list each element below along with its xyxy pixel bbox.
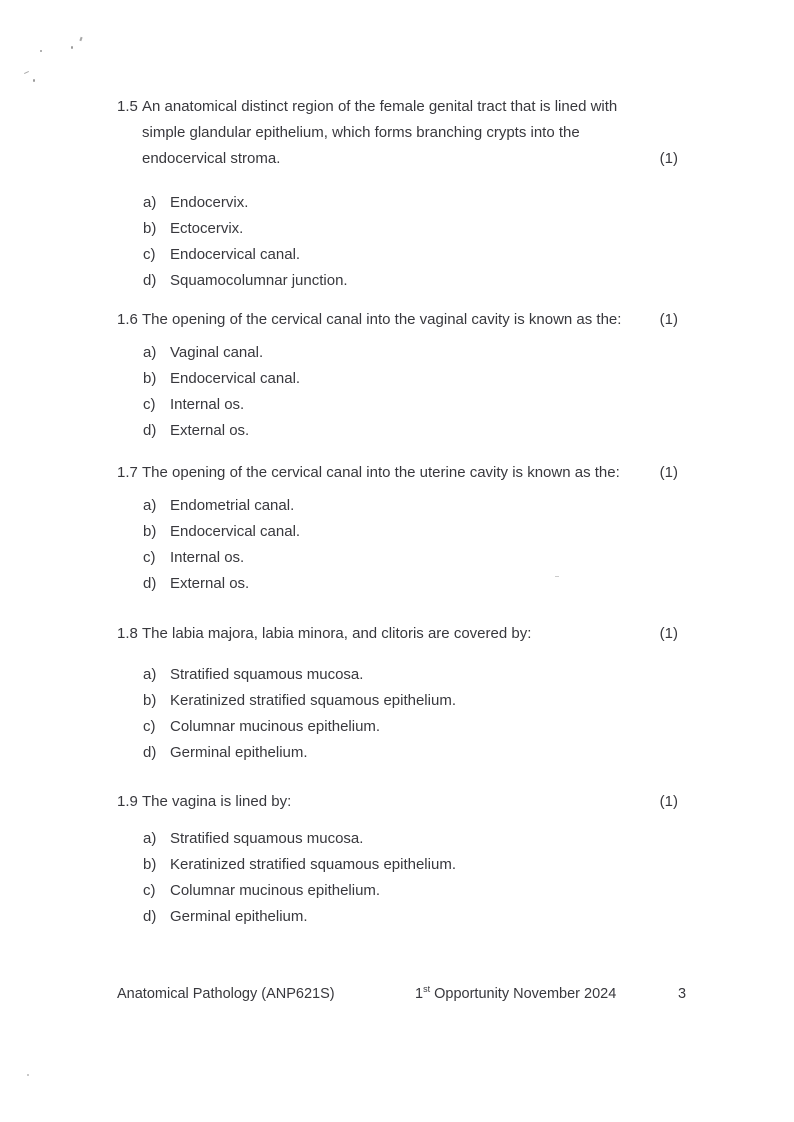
option-letter: b) bbox=[143, 692, 157, 709]
question-text-line: The opening of the cervical canal into the uterine cavity is known as the: bbox=[142, 464, 620, 481]
options-list bbox=[143, 493, 678, 597]
question-number: 1.9 bbox=[117, 793, 138, 810]
option-a bbox=[143, 662, 678, 688]
question-text bbox=[142, 307, 652, 333]
option-text: Endocervical canal. bbox=[170, 370, 301, 387]
option-d bbox=[143, 268, 678, 294]
option-a bbox=[143, 826, 678, 852]
option-d bbox=[143, 740, 678, 766]
option-text: Keratinized stratified squamous epithelium. bbox=[170, 856, 456, 873]
options-list bbox=[143, 340, 678, 444]
option-d bbox=[143, 571, 678, 597]
option-letter: b) bbox=[143, 220, 157, 237]
option-a bbox=[143, 493, 678, 519]
option-d bbox=[143, 418, 678, 444]
marks-value: (1) bbox=[659, 625, 678, 642]
option-c bbox=[143, 545, 678, 571]
option-text: Vaginal canal. bbox=[170, 344, 264, 361]
option-text: Internal os. bbox=[170, 549, 245, 566]
option-letter: a) bbox=[143, 344, 157, 361]
option-text: Endometrial canal. bbox=[170, 497, 295, 514]
option-text: Columnar mucinous epithelium. bbox=[170, 882, 381, 899]
option-b bbox=[143, 688, 678, 714]
option-text: Germinal epithelium. bbox=[170, 744, 308, 761]
question-list bbox=[117, 94, 678, 930]
option-d bbox=[143, 904, 678, 930]
scan-speck bbox=[27, 1074, 29, 1076]
option-text: Germinal epithelium. bbox=[170, 908, 308, 925]
option-text: Squamocolumnar junction. bbox=[170, 272, 348, 289]
question-text bbox=[142, 460, 652, 486]
option-text: Keratinized stratified squamous epithelium. bbox=[170, 692, 456, 709]
question-1-5 bbox=[117, 94, 678, 294]
option-letter: a) bbox=[143, 194, 157, 211]
question-text bbox=[142, 94, 652, 172]
marks-value: (1) bbox=[659, 311, 678, 328]
marks-value: (1) bbox=[659, 793, 678, 810]
scan-speck bbox=[40, 50, 42, 52]
option-text: Columnar mucinous epithelium. bbox=[170, 718, 381, 735]
option-text: Endocervical canal. bbox=[170, 523, 301, 540]
option-b bbox=[143, 366, 678, 392]
option-text: Endocervix. bbox=[170, 194, 249, 211]
option-c bbox=[143, 878, 678, 904]
question-number: 1.7 bbox=[117, 464, 138, 481]
option-c bbox=[143, 392, 678, 418]
option-letter: b) bbox=[143, 523, 157, 540]
option-letter: d) bbox=[143, 908, 157, 925]
scan-speck bbox=[71, 46, 73, 49]
option-letter: d) bbox=[143, 272, 157, 289]
option-letter: b) bbox=[143, 370, 157, 387]
option-text: External os. bbox=[170, 575, 250, 592]
option-a bbox=[143, 190, 678, 216]
question-text-line: The labia majora, labia minora, and clitoris are covered by: bbox=[142, 625, 532, 642]
question-text-line: The opening of the cervical canal into the vaginal cavity is known as the: bbox=[142, 311, 622, 328]
option-b bbox=[143, 852, 678, 878]
option-text: Stratified squamous mucosa. bbox=[170, 830, 364, 847]
option-letter: a) bbox=[143, 497, 157, 514]
options-list bbox=[143, 662, 678, 766]
option-b bbox=[143, 519, 678, 545]
option-letter: d) bbox=[143, 744, 157, 761]
option-a bbox=[143, 340, 678, 366]
option-letter: c) bbox=[143, 549, 156, 566]
footer-page-number: 3 bbox=[678, 986, 687, 1002]
option-c bbox=[143, 714, 678, 740]
options-list bbox=[143, 190, 678, 294]
question-number: 1.5 bbox=[117, 98, 138, 115]
marks-value: (1) bbox=[659, 150, 678, 167]
question-header bbox=[117, 94, 678, 172]
option-letter: c) bbox=[143, 246, 156, 263]
question-number: 1.8 bbox=[117, 625, 138, 642]
scan-speck bbox=[79, 37, 82, 41]
option-letter: c) bbox=[143, 882, 156, 899]
question-1-6 bbox=[117, 307, 678, 444]
question-text-line: The vagina is lined by: bbox=[142, 793, 292, 810]
footer-course-title: Anatomical Pathology (ANP621S) bbox=[117, 986, 335, 1002]
option-c bbox=[143, 242, 678, 268]
option-letter: d) bbox=[143, 575, 157, 592]
question-text bbox=[142, 621, 652, 647]
option-text: External os. bbox=[170, 422, 250, 439]
question-number: 1.6 bbox=[117, 311, 138, 328]
option-letter: c) bbox=[143, 718, 156, 735]
question-header bbox=[117, 789, 678, 815]
footer-session-ordinal: st bbox=[423, 984, 431, 995]
option-text: Endocervical canal. bbox=[170, 246, 301, 263]
option-letter: d) bbox=[143, 422, 157, 439]
option-text: Internal os. bbox=[170, 396, 245, 413]
option-text: Ectocervix. bbox=[170, 220, 244, 237]
scan-speck bbox=[33, 79, 35, 82]
option-letter: b) bbox=[143, 856, 157, 873]
question-text-line: An anatomical distinct region of the female genital tract that is lined with bbox=[142, 98, 618, 115]
footer-exam-session bbox=[415, 986, 616, 1002]
question-header bbox=[117, 621, 678, 647]
scan-speck bbox=[24, 71, 29, 74]
question-1-9 bbox=[117, 789, 678, 930]
question-header bbox=[117, 460, 678, 486]
marks-value: (1) bbox=[659, 464, 678, 481]
footer-session-text: Opportunity November 2024 bbox=[430, 986, 617, 1002]
option-letter: c) bbox=[143, 396, 156, 413]
question-header bbox=[117, 307, 678, 333]
option-letter: a) bbox=[143, 830, 157, 847]
question-text bbox=[142, 789, 652, 815]
option-b bbox=[143, 216, 678, 242]
page-footer bbox=[117, 986, 692, 1006]
options-list bbox=[143, 826, 678, 930]
footer-session-number: 1 bbox=[415, 986, 424, 1002]
option-letter: a) bbox=[143, 666, 157, 683]
question-text-line: simple glandular epithelium, which forms branching crypts into the endocervical stroma. bbox=[142, 124, 580, 167]
question-1-7 bbox=[117, 460, 678, 597]
question-1-8 bbox=[117, 621, 678, 766]
option-text: Stratified squamous mucosa. bbox=[170, 666, 364, 683]
